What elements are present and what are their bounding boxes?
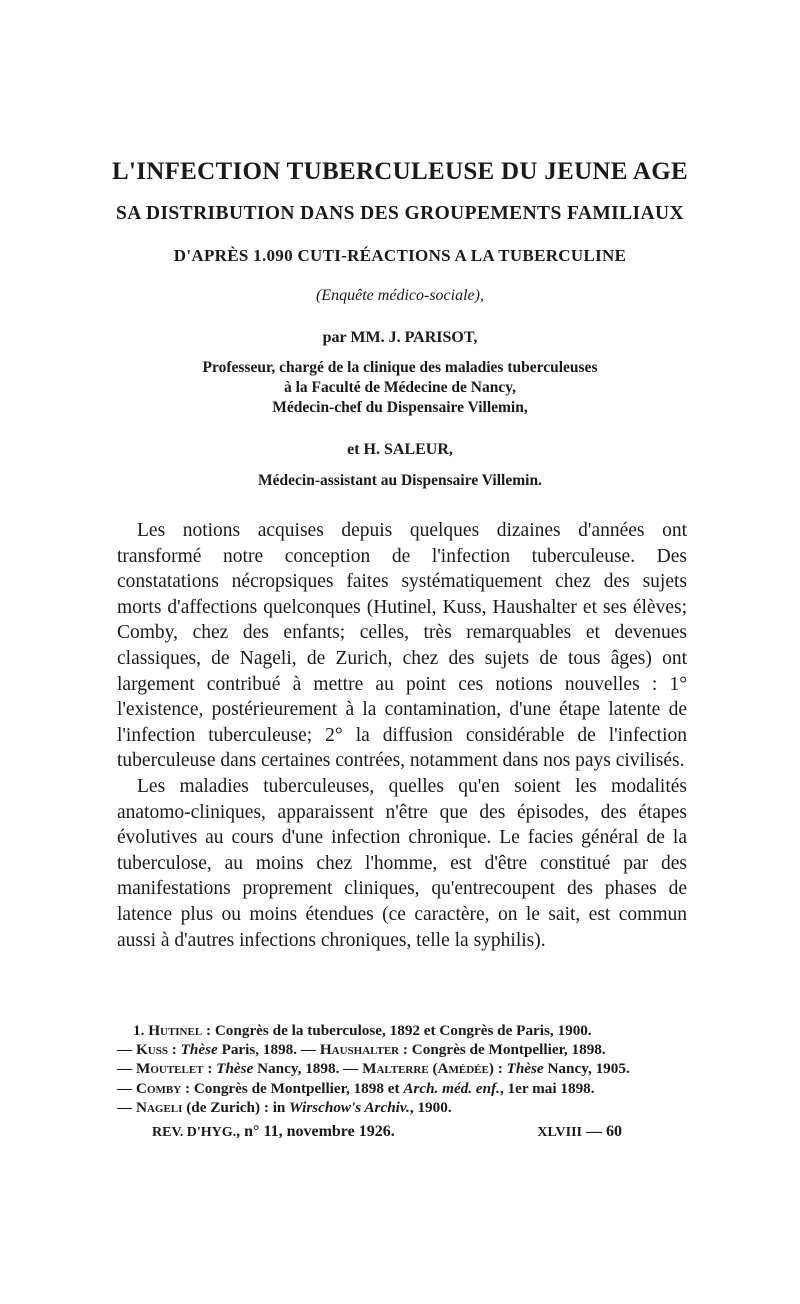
journal-name: REV. D'HYG. bbox=[152, 1125, 237, 1140]
second-author: et H. SALEUR, bbox=[347, 441, 453, 458]
footnote: — Kuss : Thèse Paris, 1898. — Haushalter : Congrès de Montpellier, 1898. bbox=[117, 1041, 606, 1059]
footnote-author: Malterre (Amédée) bbox=[362, 1060, 494, 1078]
footnote: — Moutelet : Thèse Nancy, 1898. — Malterre (Amédée) : Thèse Nancy, 1905. bbox=[117, 1060, 630, 1078]
volume-number: XLVIII bbox=[537, 1125, 582, 1140]
footnote-author: Moutelet bbox=[135, 1060, 204, 1078]
paragraph: Les maladies tuberculeuses, quelles qu'en soient les modalités anatomo-cliniques, apparaissent n'être que des épisodes, des étapes évolutives au cours d'une infection chronique. Le facies général de la tuberculose, au moins chez l'homme, est d'être constitué par des manifestations proprement cliniques, qu'entrecoupent des phases de latence plus ou moins étendues (ce caractère, on le sait, est commun aussi à d'autres infections chroniques, telle la syphilis). bbox=[117, 775, 687, 951]
footnote-author: Nageli bbox=[135, 1098, 183, 1116]
affiliation-line: à la Faculté de Médecine de Nancy, bbox=[283, 379, 517, 396]
footnote-author: Haushalter bbox=[319, 1041, 400, 1059]
footnote-author: Hutinel bbox=[148, 1022, 203, 1039]
title-line-2: SA DISTRIBUTION DANS DES GROUPEMENTS FAMILIAUX bbox=[116, 203, 684, 224]
footnote: 1. Hutinel : Congrès de la tuberculose, 1892 et Congrès de Paris, 1900. bbox=[133, 1022, 592, 1039]
page-number: — 60 bbox=[582, 1123, 622, 1140]
paragraph: Les notions acquises depuis quelques dizaines d'années ont transformé notre conception de l'infection tuberculeuse. Des constatations nécropsiques faites systématiquement chez des sujets morts d'affections quelconques (Hutinel, Kuss, Haushalter et ses élèves; Comby, chez des enfants; celles, très remarquables et devenues classiques, de Nageli, de Zurich, chez des sujets de tous âges) ont largement contribué à mettre au point ces notions nouvelles : 1° l'existence, postérieurement à la contamination, d'une étape latente de l'infection tuberculeuse; 2° la diffusion considérable de l'infection tuberculeuse dans certaines contrées, notamment dans nos pays civilisés. bbox=[117, 520, 687, 772]
title-line-1: L'INFECTION TUBERCULEUSE DU JEUNE AGE bbox=[111, 158, 689, 185]
body-text bbox=[117, 518, 687, 953]
subtitle: (Enquête médico-sociale), bbox=[316, 287, 484, 304]
footnote: — Comby : Congrès de Montpellier, 1898 et Arch. méd. enf., 1er mai 1898. bbox=[117, 1079, 595, 1097]
first-author-affiliation bbox=[0, 358, 800, 418]
affiliation-line: Médecin-chef du Dispensaire Villemin, bbox=[272, 399, 528, 416]
footnote-author: Comby bbox=[135, 1079, 182, 1097]
footnotes bbox=[117, 1021, 691, 1117]
footnote-author: Kuss bbox=[135, 1041, 168, 1059]
affiliation-line: Professeur, chargé de la clinique des maladies tuberculeuses bbox=[202, 359, 598, 376]
footnote: — Nageli (de Zurich) : in Wirschow's Archiv., 1900. bbox=[117, 1098, 452, 1116]
title-line-3: D'APRÈS 1.090 CUTI-RÉACTIONS A LA TUBERCULINE bbox=[173, 246, 627, 265]
issue-info: , n° 11, novembre 1926. bbox=[236, 1123, 395, 1140]
first-author: par MM. J. PARISOT, bbox=[322, 329, 478, 346]
second-author-affiliation: Médecin-assistant au Dispensaire Villemin. bbox=[258, 472, 542, 489]
